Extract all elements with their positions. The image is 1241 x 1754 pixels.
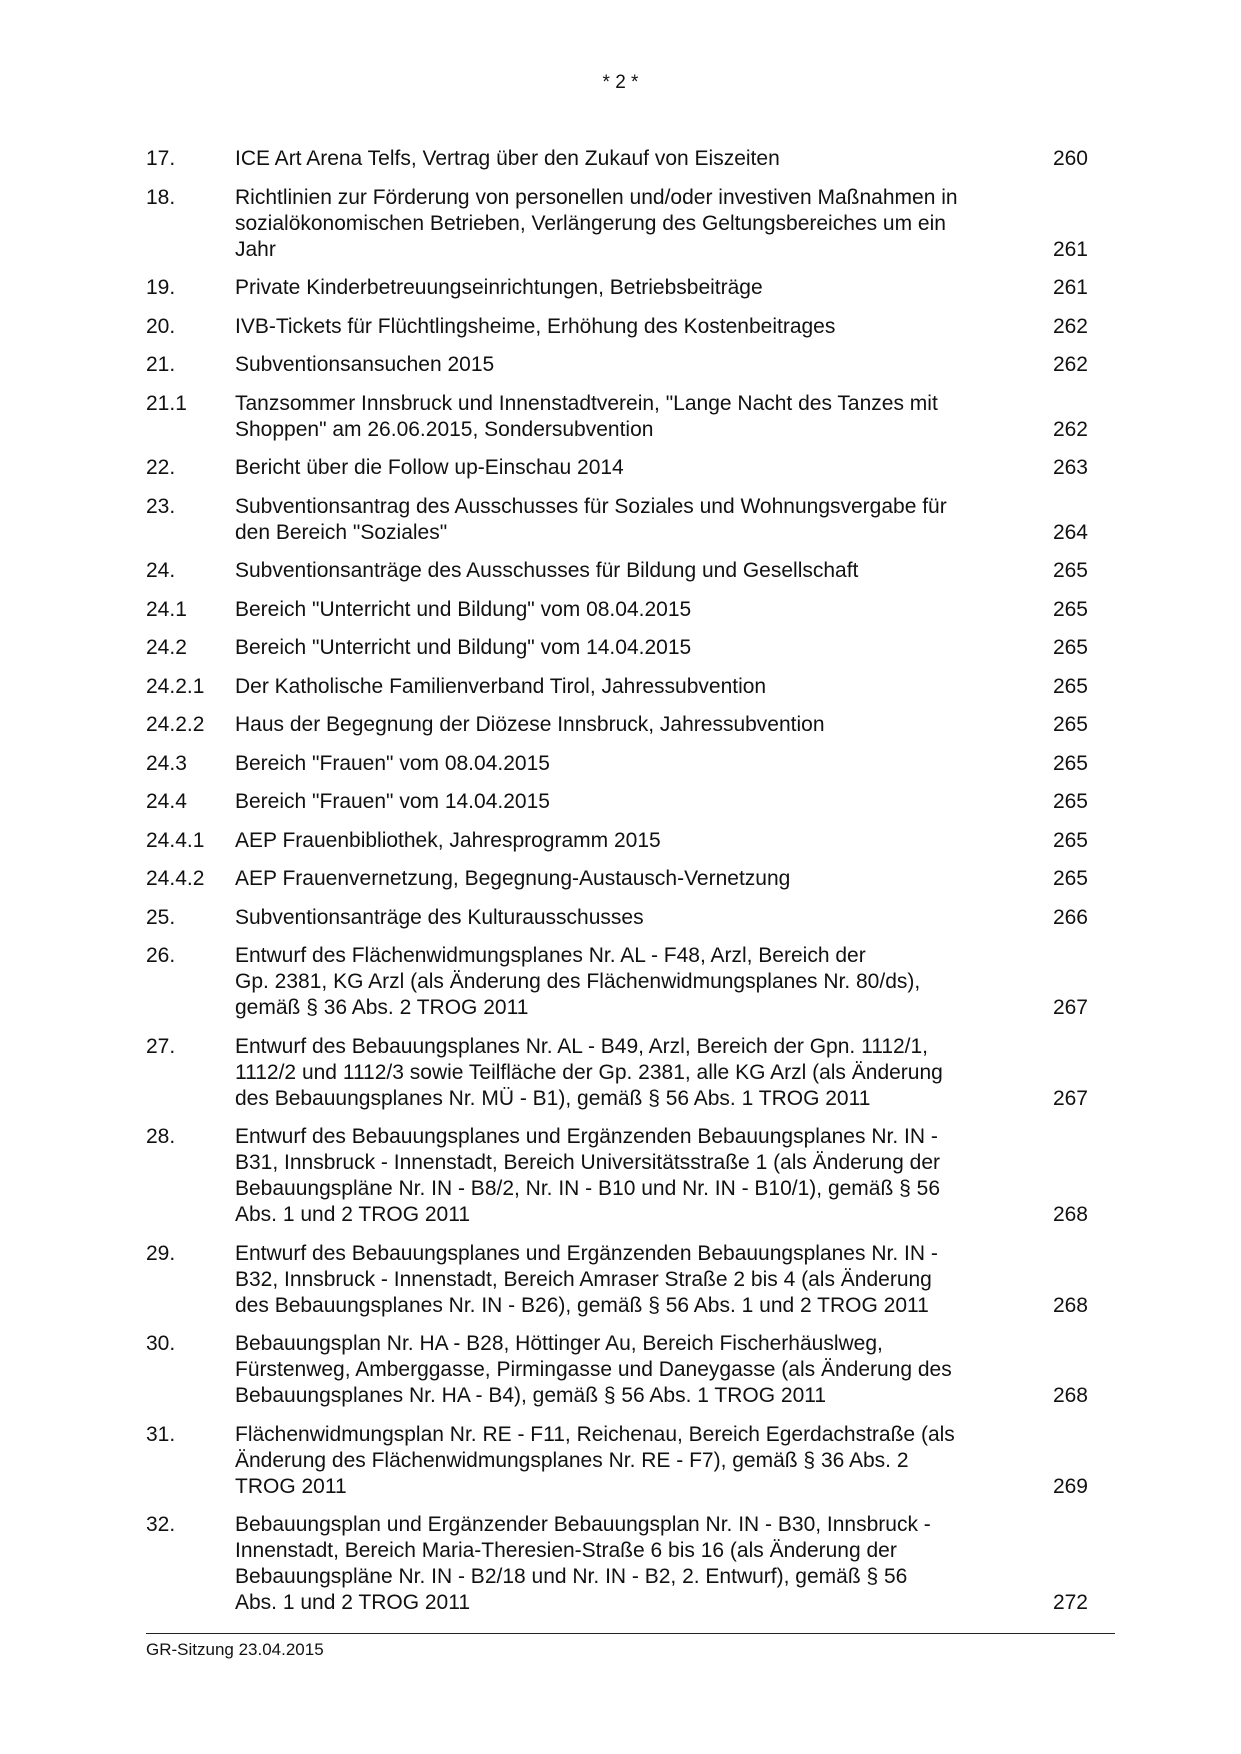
toc-entry-page: 269 xyxy=(1052,1474,1088,1498)
toc-entry-title-line: des Bebauungsplanes Nr. MÜ - B1), gemäß § 56 Abs. 1 TROG 2011 xyxy=(235,1086,871,1110)
toc-entry xyxy=(146,455,1088,481)
toc-entry-page: 263 xyxy=(1052,456,1088,479)
toc-entry xyxy=(146,275,1088,301)
toc-entry-page: 268 xyxy=(1052,1203,1088,1226)
toc-entry-page: 264 xyxy=(1052,520,1088,544)
toc-entry-page: 267 xyxy=(1052,1086,1088,1110)
toc-entry-title-line: Richtlinien zur Förderung von personellen und/oder investiven Maßnahmen in xyxy=(235,185,958,209)
toc-entry xyxy=(146,146,1088,172)
toc-entry-title-line: sozialökonomischen Betrieben, Verlängerung des Geltungsbereiches um ein xyxy=(235,211,946,235)
toc-entry-number: 21.1 xyxy=(146,391,187,415)
toc-entry-title-line: Subventionsansuchen 2015 xyxy=(235,353,495,376)
toc-entry-title-line: Shoppen" am 26.06.2015, Sondersubvention xyxy=(235,417,654,441)
toc-entry-title xyxy=(235,185,1035,263)
toc-entry-title-line: Bereich "Unterricht und Bildung" vom 08.04.2015 xyxy=(235,597,692,621)
footer-divider xyxy=(146,1633,1115,1634)
toc-entry xyxy=(146,597,1088,623)
toc-entry-page: 265 xyxy=(1052,713,1088,736)
toc-entry-title-line: Abs. 1 und 2 TROG 2011 xyxy=(235,1203,471,1226)
toc-entry xyxy=(146,314,1088,340)
toc-entry-title-line: Abs. 1 und 2 TROG 2011 xyxy=(235,1591,471,1614)
toc-entry-title xyxy=(235,455,1035,481)
toc-entry-title-line: Bebauungsplan Nr. HA - B28, Höttinger Au, Bereich Fischerhäuslweg, xyxy=(235,1332,883,1355)
toc-entry-title-line: B32, Innsbruck - Innenstadt, Bereich Amraser Straße 2 bis 4 (als Änderung xyxy=(235,1267,932,1291)
toc-entry-title-line: Bebauungspläne Nr. IN - B8/2, Nr. IN - B10 und Nr. IN - B10/1), gemäß § 56 xyxy=(235,1177,941,1200)
toc-entry xyxy=(146,391,1088,443)
toc-entry-title xyxy=(235,314,1035,340)
toc-entry-page: 265 xyxy=(1052,597,1088,621)
toc-entry-title-line: 1112/2 und 1112/3 sowie Teilfläche der Gp. 2381, alle KG Arzl (als Änderung xyxy=(235,1060,943,1084)
toc-entry-number: 24.3 xyxy=(146,751,187,775)
toc-entry xyxy=(146,1034,1088,1112)
toc-entry-title-line: Flächenwidmungsplan Nr. RE - F11, Reichenau, Bereich Egerdachstraße (als xyxy=(235,1422,955,1446)
toc-entry-title-line: Änderung des Flächenwidmungsplanes Nr. RE - F7), gemäß § 36 Abs. 2 xyxy=(235,1448,909,1472)
table-of-contents xyxy=(146,146,1088,1629)
toc-entry xyxy=(146,352,1088,378)
toc-entry-title xyxy=(235,494,1035,546)
toc-entry xyxy=(146,1331,1088,1409)
toc-entry-page: 265 xyxy=(1052,559,1088,582)
toc-entry-title-line: Haus der Begegnung der Diözese Innsbruck, Jahressubvention xyxy=(235,713,825,736)
toc-entry-title-line: gemäß § 36 Abs. 2 TROG 2011 xyxy=(235,996,529,1019)
toc-entry-number: 24.1 xyxy=(146,597,187,621)
page-number: * 2 * xyxy=(602,72,639,93)
toc-entry-number: 24.2.2 xyxy=(146,713,205,736)
toc-entry-number: 27. xyxy=(146,1034,176,1058)
toc-entry-title-line: Innenstadt, Bereich Maria-Theresien-Straße 6 bis 16 (als Änderung der xyxy=(235,1539,897,1562)
toc-entry-title xyxy=(235,751,1035,777)
toc-entry-number: 17. xyxy=(146,147,176,170)
toc-entry xyxy=(146,1124,1088,1228)
toc-entry-number: 18. xyxy=(146,185,176,209)
toc-entry-page: 265 xyxy=(1052,636,1088,659)
toc-entry-title xyxy=(235,275,1035,301)
toc-entry-title-line: Entwurf des Bebauungsplanes und Ergänzenden Bebauungsplanes Nr. IN - xyxy=(235,1241,938,1265)
toc-entry-number: 28. xyxy=(146,1125,176,1148)
toc-entry-title xyxy=(235,1034,1035,1112)
toc-entry-title-line: Bericht über die Follow up-Einschau 2014 xyxy=(235,456,624,479)
toc-entry-page: 265 xyxy=(1052,674,1088,698)
toc-entry xyxy=(146,828,1088,854)
toc-entry-title-line: den Bereich "Soziales" xyxy=(235,520,448,544)
toc-entry-title-line: Bereich "Unterricht und Bildung" vom 14.04.2015 xyxy=(235,636,692,659)
toc-entry-title-line: Entwurf des Flächenwidmungsplanes Nr. AL - F48, Arzl, Bereich der xyxy=(235,944,866,967)
toc-entry-number: 24.2.1 xyxy=(146,674,205,698)
toc-entry-title xyxy=(235,1124,1035,1228)
toc-entry-title xyxy=(235,1512,1035,1616)
toc-entry-title-line: Fürstenweg, Amberggasse, Pirmingasse und Daneygasse (als Änderung des xyxy=(235,1358,952,1381)
toc-entry-title-line: ICE Art Arena Telfs, Vertrag über den Zukauf von Eiszeiten xyxy=(235,147,780,170)
toc-entry xyxy=(146,635,1088,661)
toc-entry-title-line: Jahr xyxy=(235,237,276,261)
toc-entry-page: 262 xyxy=(1052,314,1088,338)
toc-entry xyxy=(146,751,1088,777)
toc-entry-number: 32. xyxy=(146,1513,176,1536)
toc-entry-page: 268 xyxy=(1052,1293,1088,1317)
toc-entry-number: 22. xyxy=(146,456,176,479)
toc-entry-title xyxy=(235,905,1035,931)
toc-entry-page: 265 xyxy=(1052,790,1088,813)
toc-entry-title-line: Bebauungsplan und Ergänzender Bebauungsplan Nr. IN - B30, Innsbruck - xyxy=(235,1513,931,1536)
toc-entry xyxy=(146,1422,1088,1500)
toc-entry-title-line: Subventionsanträge des Kulturausschusses xyxy=(235,905,644,929)
toc-entry-number: 30. xyxy=(146,1332,176,1355)
toc-entry-title xyxy=(235,789,1035,815)
toc-entry-number: 25. xyxy=(146,905,176,929)
toc-entry xyxy=(146,712,1088,738)
toc-entry-title xyxy=(235,391,1035,443)
toc-entry-title xyxy=(235,712,1035,738)
toc-entry-title-line: Private Kinderbetreuungseinrichtungen, Betriebsbeiträge xyxy=(235,276,763,299)
toc-entry xyxy=(146,905,1088,931)
toc-entry-title-line: Tanzsommer Innsbruck und Innenstadtverein, "Lange Nacht des Tanzes mit xyxy=(235,391,938,415)
toc-entry-page: 265 xyxy=(1052,751,1088,775)
toc-entry-title-line: Der Katholische Familienverband Tirol, Jahressubvention xyxy=(235,674,767,698)
toc-entry-title-line: TROG 2011 xyxy=(235,1474,347,1498)
toc-entry-number: 31. xyxy=(146,1422,176,1446)
toc-entry-page: 265 xyxy=(1052,867,1088,890)
toc-entry xyxy=(146,558,1088,584)
toc-entry xyxy=(146,866,1088,892)
toc-entry xyxy=(146,789,1088,815)
toc-entry-title xyxy=(235,635,1035,661)
toc-entry-number: 24.4 xyxy=(146,790,187,813)
toc-entry-number: 21. xyxy=(146,353,176,376)
toc-entry-number: 29. xyxy=(146,1241,176,1265)
toc-entry-page: 261 xyxy=(1052,237,1088,261)
toc-entry-title-line: Entwurf des Bebauungsplanes und Ergänzenden Bebauungsplanes Nr. IN - xyxy=(235,1125,938,1148)
toc-entry-number: 23. xyxy=(146,494,176,518)
toc-entry-page: 265 xyxy=(1052,828,1088,852)
toc-entry-title-line: Subventionsanträge des Ausschusses für Bildung und Gesellschaft xyxy=(235,559,859,582)
toc-entry-title xyxy=(235,597,1035,623)
toc-entry xyxy=(146,494,1088,546)
toc-entry-title-line: B31, Innsbruck - Innenstadt, Bereich Universitätsstraße 1 (als Änderung der xyxy=(235,1151,941,1174)
toc-entry-title xyxy=(235,352,1035,378)
toc-entry xyxy=(146,185,1088,263)
toc-entry-number: 24.4.1 xyxy=(146,828,205,852)
toc-entry-title xyxy=(235,1331,1035,1409)
toc-entry-title-line: Bereich "Frauen" vom 14.04.2015 xyxy=(235,790,550,813)
toc-entry-title xyxy=(235,558,1035,584)
toc-entry-title-line: Subventionsantrag des Ausschusses für Soziales und Wohnungsvergabe für xyxy=(235,494,947,518)
toc-entry-title-line: Entwurf des Bebauungsplanes Nr. AL - B49, Arzl, Bereich der Gpn. 1112/1, xyxy=(235,1034,929,1058)
footer-text: GR-Sitzung 23.04.2015 xyxy=(146,1640,324,1659)
toc-entry xyxy=(146,1512,1088,1616)
toc-entry-title xyxy=(235,828,1035,854)
toc-entry-title-line: AEP Frauenbibliothek, Jahresprogramm 2015 xyxy=(235,828,661,852)
toc-entry-number: 19. xyxy=(146,276,176,299)
toc-entry-page: 268 xyxy=(1052,1384,1088,1407)
toc-entry-page: 272 xyxy=(1052,1591,1088,1614)
toc-entry-number: 20. xyxy=(146,314,176,338)
toc-entry-title-line: Bebauungspläne Nr. IN - B2/18 und Nr. IN - B2, 2. Entwurf), gemäß § 56 xyxy=(235,1565,908,1588)
toc-entry-title-line: Bebauungsplanes Nr. HA - B4), gemäß § 56 Abs. 1 TROG 2011 xyxy=(235,1384,827,1407)
toc-entry-title xyxy=(235,674,1035,700)
toc-entry-page: 267 xyxy=(1052,996,1088,1019)
toc-entry-title-line: Gp. 2381, KG Arzl (als Änderung des Flächenwidmungsplanes Nr. 80/ds), xyxy=(235,970,921,993)
toc-entry-number: 24. xyxy=(146,559,176,582)
toc-entry-page: 261 xyxy=(1052,276,1088,299)
toc-entry-title-line: des Bebauungsplanes Nr. IN - B26), gemäß § 56 Abs. 1 und 2 TROG 2011 xyxy=(235,1293,929,1317)
toc-entry-title xyxy=(235,1422,1035,1500)
toc-entry-title-line: AEP Frauenvernetzung, Begegnung-Austausch-Vernetzung xyxy=(235,867,791,890)
toc-entry xyxy=(146,674,1088,700)
toc-entry-title xyxy=(235,943,1035,1021)
toc-entry-title xyxy=(235,866,1035,892)
toc-entry-number: 24.2 xyxy=(146,636,187,659)
toc-entry-page: 262 xyxy=(1052,417,1088,441)
toc-entry-number: 26. xyxy=(146,944,176,967)
toc-entry-page: 260 xyxy=(1052,147,1088,170)
toc-entry-title xyxy=(235,1241,1035,1319)
toc-entry-title-line: Bereich "Frauen" vom 08.04.2015 xyxy=(235,751,550,775)
toc-entry-title xyxy=(235,146,1035,172)
toc-entry-title-line: IVB-Tickets für Flüchtlingsheime, Erhöhung des Kostenbeitrages xyxy=(235,314,836,338)
toc-entry-page: 262 xyxy=(1052,353,1088,376)
toc-entry xyxy=(146,1241,1088,1319)
toc-entry-page: 266 xyxy=(1052,905,1088,929)
toc-entry-number: 24.4.2 xyxy=(146,867,205,890)
toc-entry xyxy=(146,943,1088,1021)
